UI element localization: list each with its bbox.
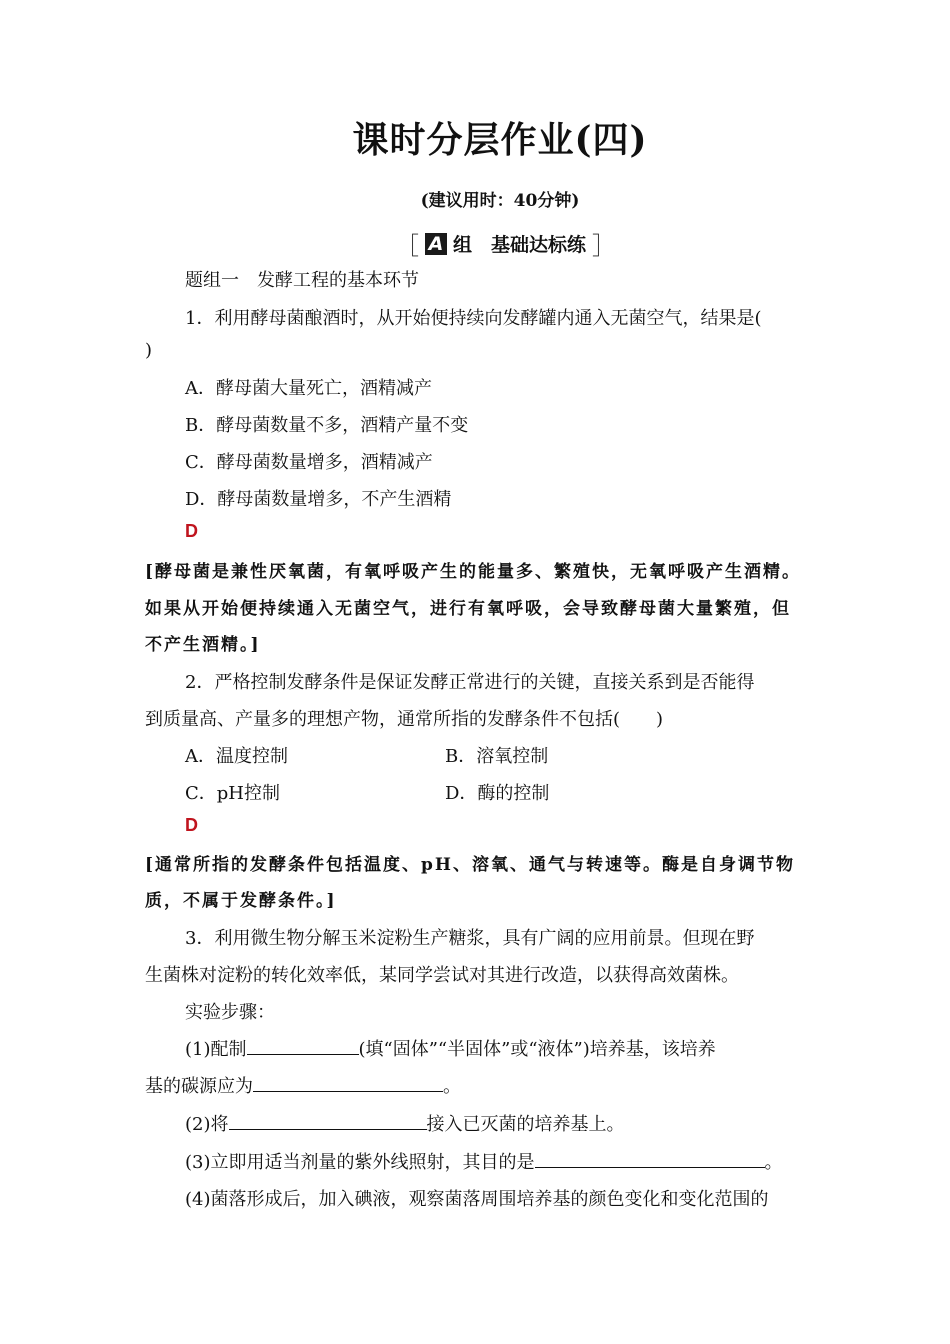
- q3-step1-line1: [185, 1035, 716, 1061]
- q1-answer: D: [185, 521, 198, 541]
- q3-step1-medium-blank[interactable]: [247, 1038, 359, 1055]
- q2-stem-line1: 2．严格控制发酵条件是保证发酵正常进行的关键，直接关系到是否能得: [185, 672, 755, 693]
- q3-step2: [185, 1110, 625, 1136]
- q2-option-b: B．溶氧控制: [445, 746, 549, 767]
- group-label: 组 基础达标练: [453, 234, 587, 256]
- q3-step3: [185, 1148, 783, 1174]
- q3-stem-line2: 生菌株对淀粉的转化效率低，某同学尝试对其进行改造，以获得高效菌株。: [145, 965, 739, 986]
- q3-step2-suffix: 接入已灭菌的培养基上。: [426, 1114, 625, 1135]
- q3-step1-line2: [145, 1072, 461, 1098]
- q1-option-c: C．酵母菌数量增多，酒精减产: [185, 452, 433, 473]
- q3-step3-prefix: (3)立即用适当剂量的紫外线照射，其目的是: [185, 1152, 535, 1173]
- q1-option-b: B．酵母菌数量不多，酒精产量不变: [185, 415, 469, 436]
- left-bracket: ［: [395, 232, 419, 260]
- q3-stem-line1: 3．利用微生物分解玉米淀粉生产糖浆，具有广阔的应用前景。但现在野: [185, 928, 755, 949]
- q3-step1-carbon-label: 基的碳源应为: [145, 1076, 253, 1097]
- q3-step1-prefix: (1)配制: [185, 1039, 247, 1060]
- suggested-time: (建议用时：40分钟): [420, 191, 580, 211]
- q1-explanation-line1: [酵母菌是兼性厌氧菌，有氧呼吸产生的能量多、繁殖快，无氧呼吸产生酒精。: [145, 562, 802, 582]
- group-letter-badge: A: [425, 233, 447, 255]
- q2-option-d: D．酶的控制: [445, 783, 550, 804]
- q3-step3-blank[interactable]: [535, 1151, 765, 1168]
- right-bracket: ］: [592, 232, 617, 260]
- section-heading: 题组一 发酵工程的基本环节: [185, 270, 419, 291]
- page-title: 课时分层作业(四): [352, 119, 648, 161]
- q1-stem-line1: 1．利用酵母菌酿酒时，从开始便持续向发酵罐内通入无菌空气，结果是(: [185, 308, 762, 329]
- q3-step1-carbon-blank[interactable]: [253, 1075, 443, 1092]
- q2-stem-line2: 到质量高、产量多的理想产物，通常所指的发酵条件不包括( ): [145, 709, 664, 730]
- q1-option-d: D．酵母菌数量增多，不产生酒精: [185, 489, 452, 510]
- q2-option-c: C．pH控制: [185, 783, 280, 804]
- q1-explanation-line2: 如果从开始便持续通入无菌空气，进行有氧呼吸，会导致酵母菌大量繁殖，但: [145, 599, 791, 619]
- q3-step4: (4)菌落形成后，加入碘液，观察菌落周围培养基的颜色变化和变化范围的: [185, 1189, 769, 1210]
- q1-stem-line2: ): [145, 340, 153, 361]
- q1-explanation-line3: 不产生酒精。]: [145, 635, 261, 655]
- q2-explanation-line1: [通常所指的发酵条件包括温度、pH、溶氧、通气与转速等。酶是自身调节物: [145, 855, 795, 875]
- q1-option-a: A．酵母菌大量死亡，酒精减产: [185, 378, 432, 399]
- q3-step3-end: 。: [764, 1152, 783, 1173]
- q2-explanation-line2: 质，不属于发酵条件。]: [145, 891, 337, 911]
- q3-step1-end: 。: [443, 1076, 461, 1097]
- q2-option-a: A．温度控制: [185, 746, 288, 767]
- group-header: [395, 226, 616, 261]
- q3-steps-label: 实验步骤：: [185, 1002, 275, 1023]
- q3-step2-prefix: (2)将: [185, 1114, 229, 1135]
- q3-step1-suffix: (填“固体”“半固体”或“液体”)培养基，该培养: [358, 1039, 716, 1060]
- q2-answer: D: [185, 815, 198, 835]
- q3-step2-blank[interactable]: [229, 1113, 427, 1130]
